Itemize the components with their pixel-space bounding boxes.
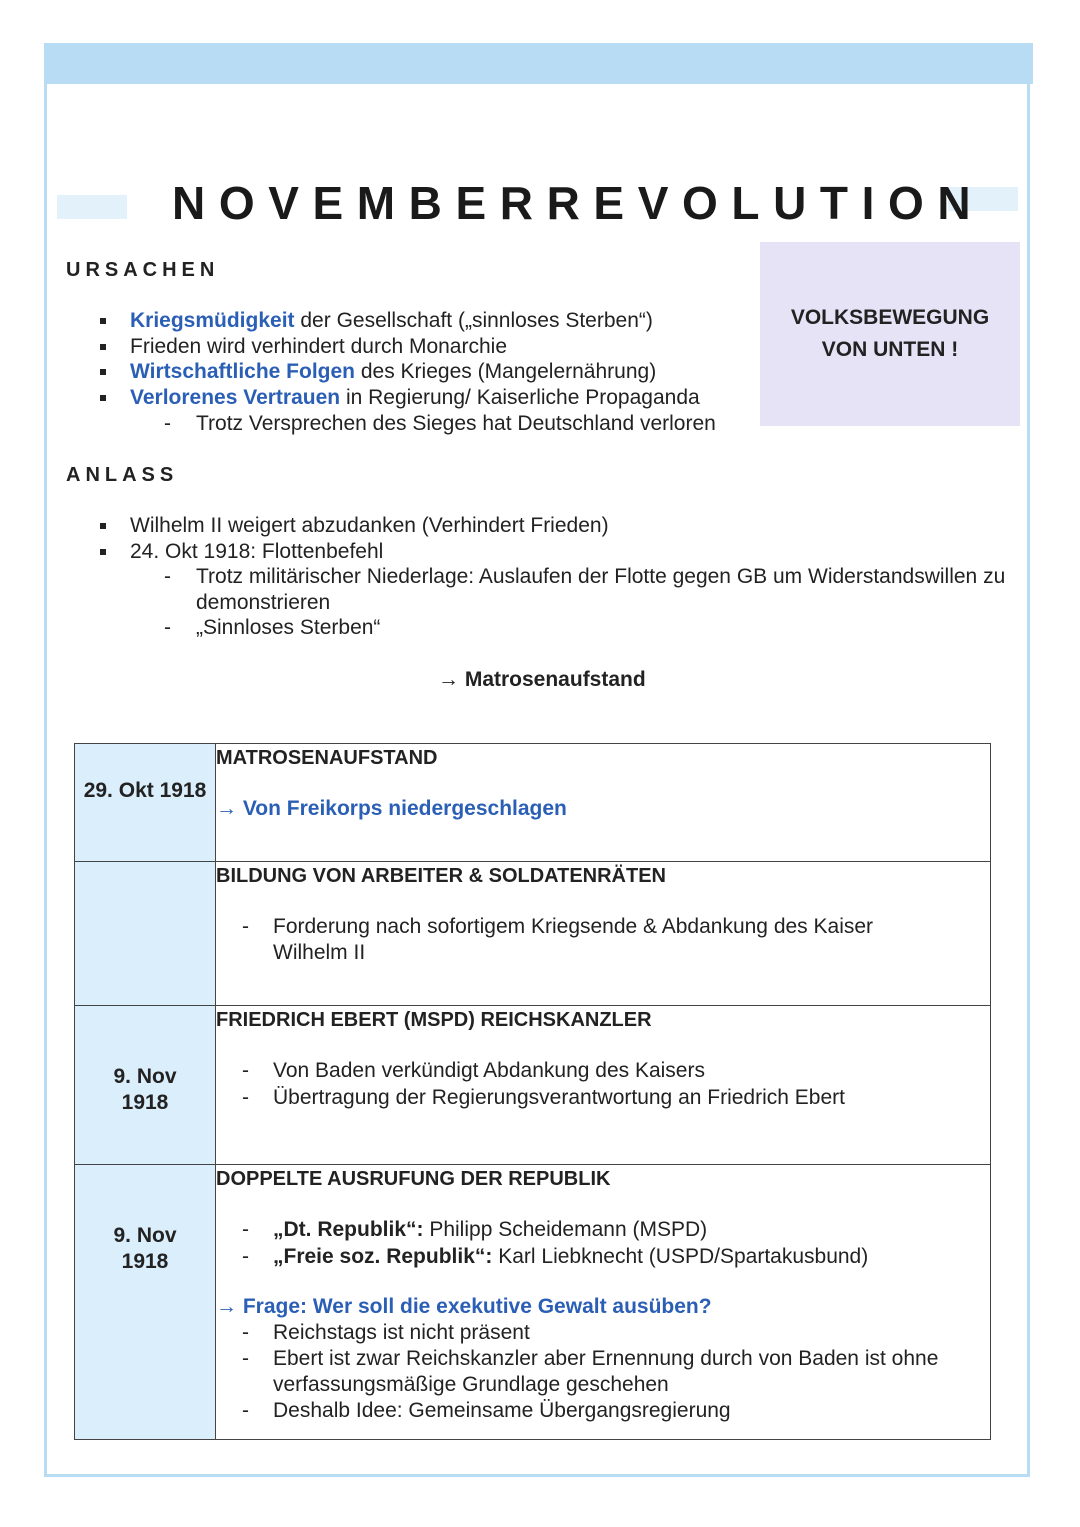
list-item: Kriegsmüdigkeit der Gesellschaft („sinnloses Sterben“) <box>98 308 716 334</box>
question-points <box>216 1320 990 1424</box>
list-item: - „Freie soz. Republik“: Karl Liebknecht (USPD/Spartakusbund) <box>216 1244 990 1270</box>
timeline-content <box>216 862 991 1006</box>
list-subitem: - Trotz Versprechen des Sieges hat Deutschland verloren <box>98 411 716 437</box>
title-accent-left <box>57 195 127 219</box>
list-item: Wirtschaftliche Folgen des Krieges (Mangelernährung) <box>98 359 716 385</box>
table-row <box>75 744 991 862</box>
section-heading-ursachen: URSACHEN <box>66 259 220 281</box>
timeline-date: 29. Okt 1918 <box>75 744 216 862</box>
result-arrow-text: → Matrosenaufstand <box>438 668 646 691</box>
event-title: FRIEDRICH EBERT (MSPD) REICHSKANZLER <box>216 1009 652 1031</box>
list-item: - Von Baden verkündigt Abdankung des Kaisers <box>216 1058 990 1084</box>
list-item: - Reichstags ist nicht präsent <box>216 1320 980 1346</box>
event-question: → Frage: Wer soll die exekutive Gewalt ausüben? <box>216 1295 712 1318</box>
list-item: - Ebert ist zwar Reichskanzler aber Ernennung durch von Baden ist ohne verfassungsmäßige Grundlage geschehen <box>216 1346 980 1398</box>
ursachen-list <box>98 308 716 437</box>
page-title: NOVEMBERREVOLUTION <box>172 177 985 229</box>
table-row <box>75 862 991 1006</box>
list-item: Wilhelm II weigert abzudanken (Verhindert Frieden) <box>98 513 1080 539</box>
list-subitem: - Trotz militärischer Niederlage: Auslaufen der Flotte gegen GB um Widerstandswillen zu demonstrieren <box>98 564 1080 615</box>
callout-line-1: VOLKSBEWEGUNG <box>790 306 990 329</box>
timeline-content <box>216 1165 991 1440</box>
list-item: Frieden wird verhindert durch Monarchie <box>98 334 716 360</box>
header-band <box>44 43 1033 84</box>
list-item: - Übertragung der Regierungsverantwortung an Friedrich Ebert <box>216 1085 990 1111</box>
event-title: DOPPELTE AUSRUFUNG DER REPUBLIK <box>216 1168 611 1190</box>
list-item: - „Dt. Republik“: Philipp Scheidemann (MSPD) <box>216 1217 990 1243</box>
section-heading-anlass: ANLASS <box>66 464 179 486</box>
event-points <box>216 1058 990 1111</box>
timeline-content <box>216 744 991 862</box>
list-item: 24. Okt 1918: Flottenbefehl <box>98 539 1080 565</box>
list-item: Verlorenes Vertrauen in Regierung/ Kaiserliche Propaganda <box>98 385 716 411</box>
event-title: BILDUNG VON ARBEITER & SOLDATENRÄTEN <box>216 865 666 887</box>
timeline-date: 9. Nov 1918 <box>75 1165 216 1440</box>
timeline-table <box>74 743 991 1440</box>
anlass-list <box>98 513 1080 641</box>
event-note: → Von Freikorps niedergeschlagen <box>216 797 567 820</box>
timeline-date: 9. Nov 1918 <box>75 1006 216 1165</box>
event-points <box>216 914 990 966</box>
callout-line-2: VON UNTEN ! <box>821 338 959 361</box>
timeline-content <box>216 1006 991 1165</box>
table-row <box>75 1006 991 1165</box>
event-points <box>216 1217 990 1270</box>
table-row <box>75 1165 991 1440</box>
list-subitem: - „Sinnloses Sterben“ <box>98 615 1080 641</box>
callout-box <box>760 242 1020 426</box>
event-title: MATROSENAUFSTAND <box>216 747 438 769</box>
list-item: - Forderung nach sofortigem Kriegsende & Abdankung des Kaiser Wilhelm II <box>216 914 930 966</box>
timeline-date <box>75 862 216 1006</box>
list-item: - Deshalb Idee: Gemeinsame Übergangsregierung <box>216 1398 980 1424</box>
